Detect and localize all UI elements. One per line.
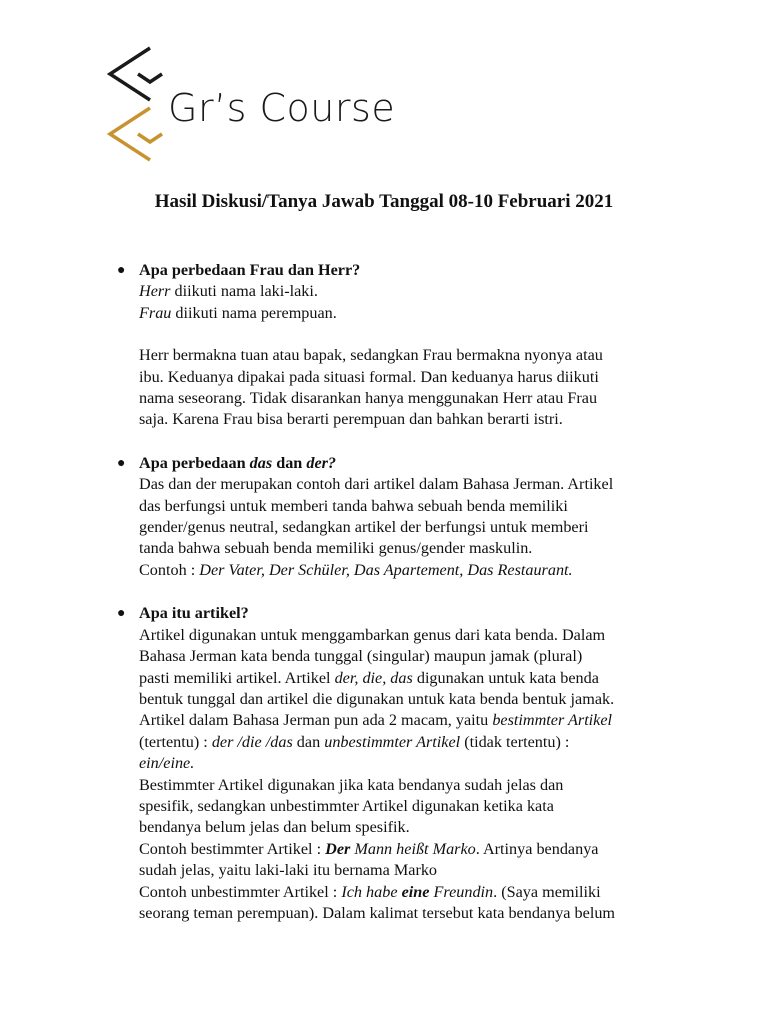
brand-name: Gr’s Course bbox=[168, 86, 396, 130]
answer-line: Das dan der merupakan contoh dari artikel dalam Bahasa Jerman. Artikel bbox=[139, 475, 614, 494]
answer-line: Herr diikuti nama laki-laki. bbox=[139, 282, 318, 301]
example-line: Contoh : Der Vater, Der Schüler, Das Apartement, Das Restaurant. bbox=[139, 560, 573, 579]
answer-line: seorang teman perempuan). Dalam kalimat tersebut kata bendanya belum bbox=[139, 903, 615, 922]
answer-line: Bahasa Jerman kata benda tunggal (singular) maupun jamak (plural) bbox=[139, 647, 583, 666]
example-line: Contoh bestimmter Artikel : Der Mann heißt Marko. Artinya bendanya bbox=[139, 839, 599, 858]
bullet-icon: ● bbox=[117, 263, 126, 278]
answer-line: sudah jelas, yaitu laki-laki itu bernama Marko bbox=[139, 861, 438, 880]
question-heading: Apa itu artikel? bbox=[139, 604, 249, 623]
answer-line: tanda bahwa sebuah benda memiliki genus/gender maskulin. bbox=[139, 539, 533, 558]
answer-line: pasti memiliki artikel. Artikel der, die, das digunakan untuk kata benda bbox=[139, 668, 599, 687]
answer-line: das berfungsi untuk memberi tanda bahwa sebuah benda memiliki bbox=[139, 496, 568, 515]
bullet-icon: ● bbox=[117, 455, 126, 471]
answer-line: (tertentu) : der /die /das dan unbestimmter Artikel (tidak tertentu) : bbox=[139, 732, 570, 751]
answer-line: bendanya belum jelas dan belum spesifik. bbox=[139, 818, 410, 837]
answer-line: gender/genus neutral, sedangkan artikel der berfungsi untuk memberi bbox=[139, 518, 589, 537]
answer-line: saja. Karena Frau bisa berarti perempuan dan bahkan berarti istri. bbox=[139, 410, 563, 429]
answer-line: Herr bermakna tuan atau bapak, sedangkan Frau bermakna nyonya atau bbox=[139, 346, 603, 365]
document-title: Hasil Diskusi/Tanya Jawab Tanggal 08-10 Februari 2021 bbox=[154, 191, 614, 212]
example-line: Contoh unbestimmter Artikel : Ich habe eine Freundin. (Saya memiliki bbox=[139, 882, 601, 901]
answer-line: Frau diikuti nama perempuan. bbox=[139, 303, 337, 322]
answer-line: nama seseorang. Tidak disarankan hanya menggunakan Herr atau Frau bbox=[139, 389, 598, 408]
answer-line: bentuk tunggal dan artikel die digunakan untuk kata benda bentuk jamak. bbox=[139, 689, 615, 708]
answer-line: Bestimmter Artikel digunakan jika kata bendanya sudah jelas dan bbox=[139, 775, 564, 794]
answer-line: Artikel digunakan untuk menggambarkan genus dari kata benda. Dalam bbox=[139, 625, 606, 644]
document-body bbox=[117, 260, 699, 924]
qa-section-frau-herr bbox=[117, 260, 699, 431]
question-heading: Apa perbedaan Frau dan Herr? bbox=[139, 261, 361, 279]
answer-line: Artikel dalam Bahasa Jerman pun ada 2 macam, yaitu bestimmter Artikel bbox=[139, 711, 613, 730]
answer-line: spesifik, sedangkan unbestimmter Artikel digunakan ketika kata bbox=[139, 796, 554, 815]
qa-section-artikel bbox=[117, 603, 699, 924]
answer-line: ein/eine. bbox=[139, 754, 195, 773]
answer-line: ibu. Keduanya dipakai pada situasi formal. Dan keduanya harus diikuti bbox=[139, 367, 599, 386]
question-heading: Apa perbedaan das dan der? bbox=[139, 453, 337, 472]
bullet-icon: ● bbox=[117, 606, 126, 622]
brand-logo-mark bbox=[104, 44, 174, 166]
qa-section-das-der bbox=[117, 453, 699, 581]
